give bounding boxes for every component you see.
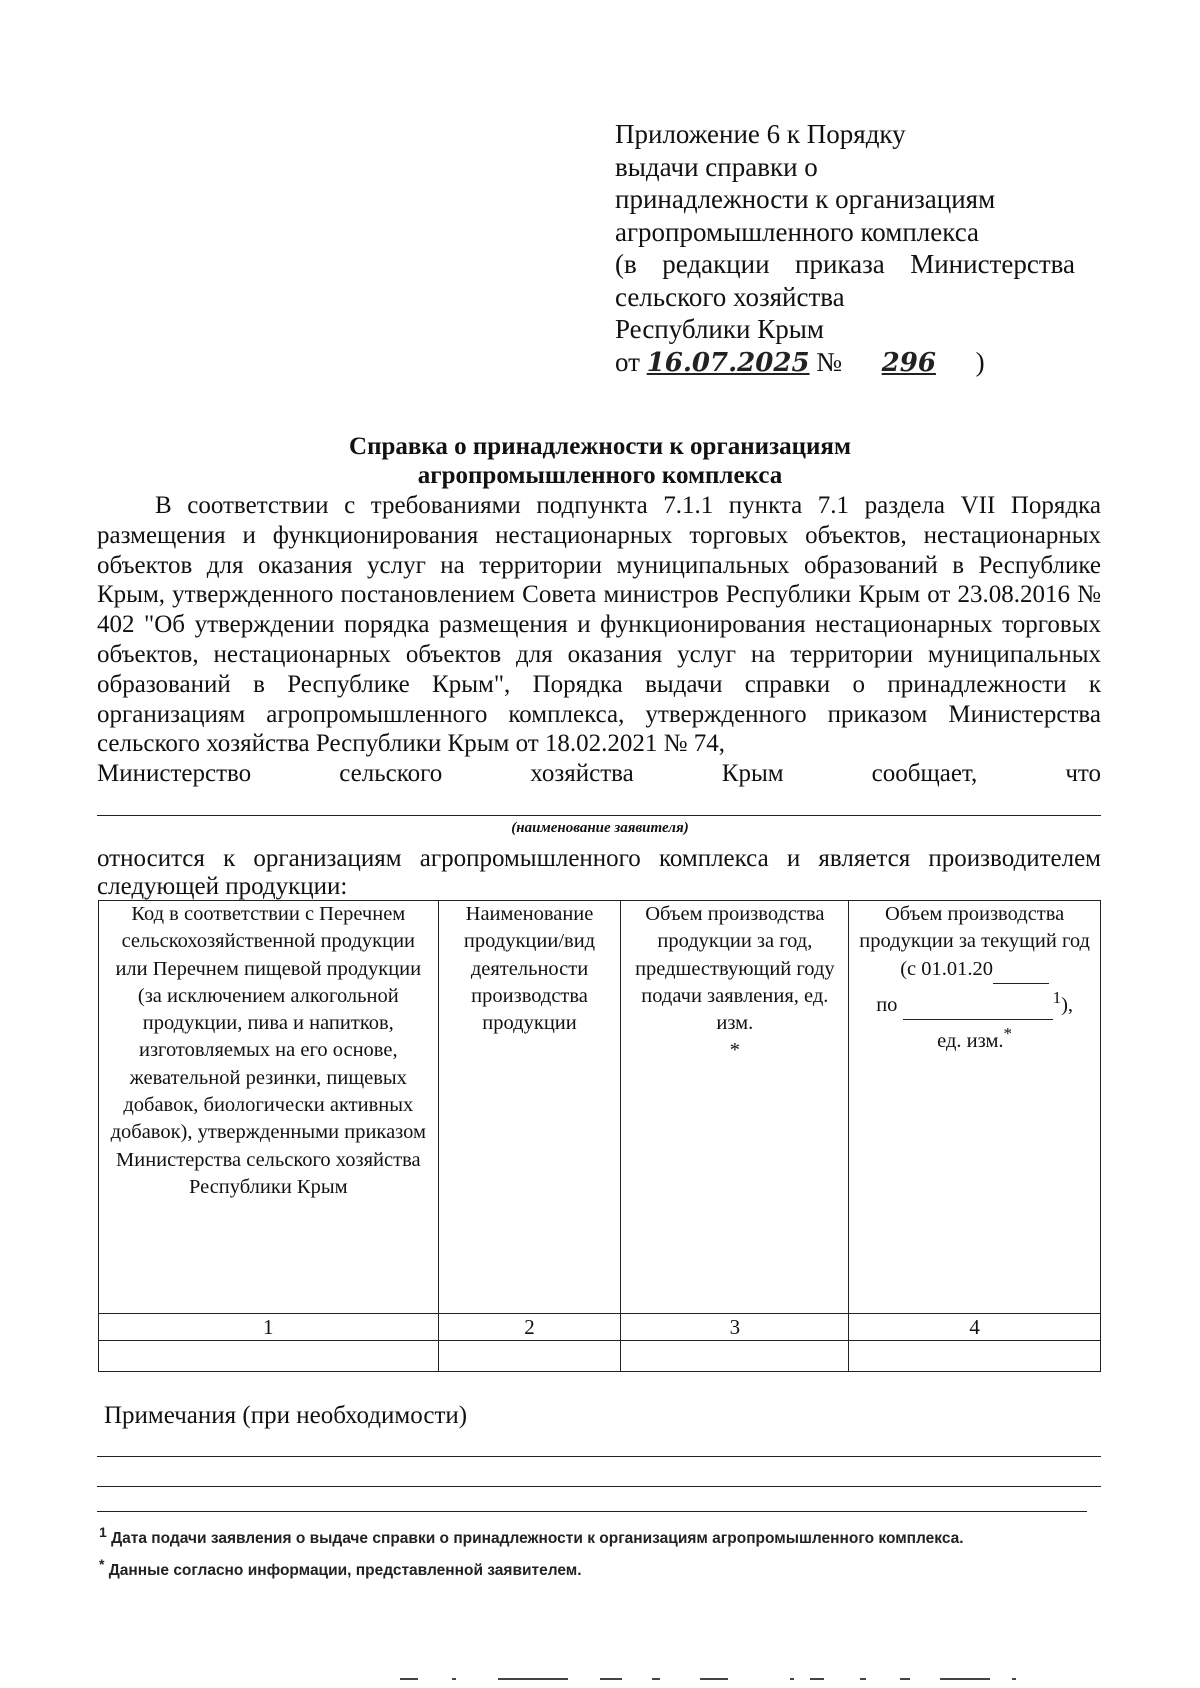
notes-line[interactable] <box>97 1456 1101 1457</box>
notes-line[interactable] <box>97 1486 1101 1487</box>
table-header-row <box>99 901 1101 1314</box>
column-number: 3 <box>621 1314 849 1341</box>
notes-label: Примечания (при необходимости) <box>104 1402 468 1429</box>
scan-artifacts <box>400 1678 1050 1684</box>
table-column-numbers-row <box>99 1314 1101 1341</box>
header-cell-code: Код в соответствии с Перечнем сельскохозяйственной продукции или Перечнем пищевой продукции (за исключением алкогольной продукции, пива и напитков, изготовляемых на его основе, жевательной резинки, пищевых добавок, биологически активных добавок), утвержденными приказом Министерства сельского хозяйства Республики Крым <box>99 901 439 1314</box>
footnote-mark: 1 <box>99 1524 107 1540</box>
footnote-divider <box>97 1511 1087 1512</box>
handwritten-order-date: 16.07.2025 <box>646 347 810 378</box>
header-unit: ед. изм. <box>937 1029 1004 1052</box>
appendix-line: принадлежности к организациям <box>615 184 996 214</box>
document-title <box>0 432 1200 490</box>
footnote-mark: * <box>99 1556 105 1572</box>
footnote <box>99 1556 582 1580</box>
column-number: 1 <box>99 1314 439 1341</box>
footnote-ref: 1 <box>1052 987 1062 1007</box>
table-cell[interactable] <box>621 1341 849 1372</box>
column-number: 4 <box>849 1314 1101 1341</box>
body-paragraph <box>97 491 1101 789</box>
body-last-line: Министерство сельского хозяйства Крым сообщает, что <box>97 760 1101 788</box>
table-cell[interactable] <box>99 1341 439 1372</box>
relates-paragraph <box>97 845 1101 901</box>
handwritten-order-number: 296 <box>881 347 936 378</box>
relates-line: следующей продукции: <box>97 873 348 900</box>
header-cell-prev-year: Объем производства продукции за год, предшествующий году подачи заявления, ед. изм. * <box>621 901 849 1314</box>
order-number-label: № <box>816 346 843 377</box>
appendix-line: выдачи справки о <box>615 151 818 182</box>
appendix-line: сельского хозяйства <box>615 281 845 312</box>
order-prefix: от <box>615 346 640 377</box>
order-reference <box>615 346 1075 380</box>
data-asterisk: * <box>1003 1024 1013 1044</box>
appendix-line: (в редакции приказа Министерства <box>615 249 1075 279</box>
footnote <box>99 1524 964 1548</box>
applicant-caption: (наименование заявителя) <box>511 820 689 836</box>
relates-line: относится к организациям агропромышленного комплекса и является производителем <box>97 845 1101 872</box>
order-close-paren: ) <box>975 346 985 377</box>
table-cell[interactable] <box>849 1341 1101 1372</box>
footnote-text: Данные согласно информации, представленной заявителем. <box>108 1562 582 1580</box>
appendix-line: агропромышленного комплекса <box>615 216 979 247</box>
header-cell-name: Наименование продукции/вид деятельности производства продукции <box>438 901 621 1314</box>
header-cell-current-year: Объем производства продукции за текущий год (с 01.01.20 по $^1$), ед. изм.* <box>849 901 1101 1314</box>
appendix-line: Республики Крым <box>615 314 824 344</box>
table-cell[interactable] <box>438 1341 621 1372</box>
table-row <box>99 1341 1101 1372</box>
title-line: агропромышленного комплекса <box>417 462 783 489</box>
appendix-line: Приложение 6 к Порядку <box>615 119 906 149</box>
column-number: 2 <box>438 1314 621 1341</box>
footnote-text: Дата подачи заявления о выдаче справки о принадлежности к организациям агропромышленного комплекса. <box>111 1530 964 1548</box>
applicant-name-field[interactable] <box>97 815 1101 816</box>
body-main-text: В соответствии с требованиями подпункта 7.1.1 пункта 7.1 раздела VII Порядка размещения и функционирования нестационарных торговых объектов, нестационарных объектов для оказания услуг на территории муниципальных образований в Республике Крым, утвержденного постановлением Совета министров Республики Крым от 23.08.2016 № 402 "Об утверждении порядка размещения и функционирования нестационарных торговых объектов, нестационарных объектов для оказания услуг на территории муниципальных образований в Республике Крым", Порядка выдачи справки о принадлежности к организациям агропромышленного комплекса, утвержденного приказом Министерства сельского хозяйства Республики Крым от 18.02.2021 № 74, <box>97 492 1101 758</box>
appendix-header <box>615 118 1075 379</box>
title-line: Справка о принадлежности к организациям <box>349 433 851 460</box>
header-po: по <box>876 993 898 1016</box>
data-asterisk: * <box>729 1039 740 1062</box>
products-table <box>98 900 1101 1372</box>
